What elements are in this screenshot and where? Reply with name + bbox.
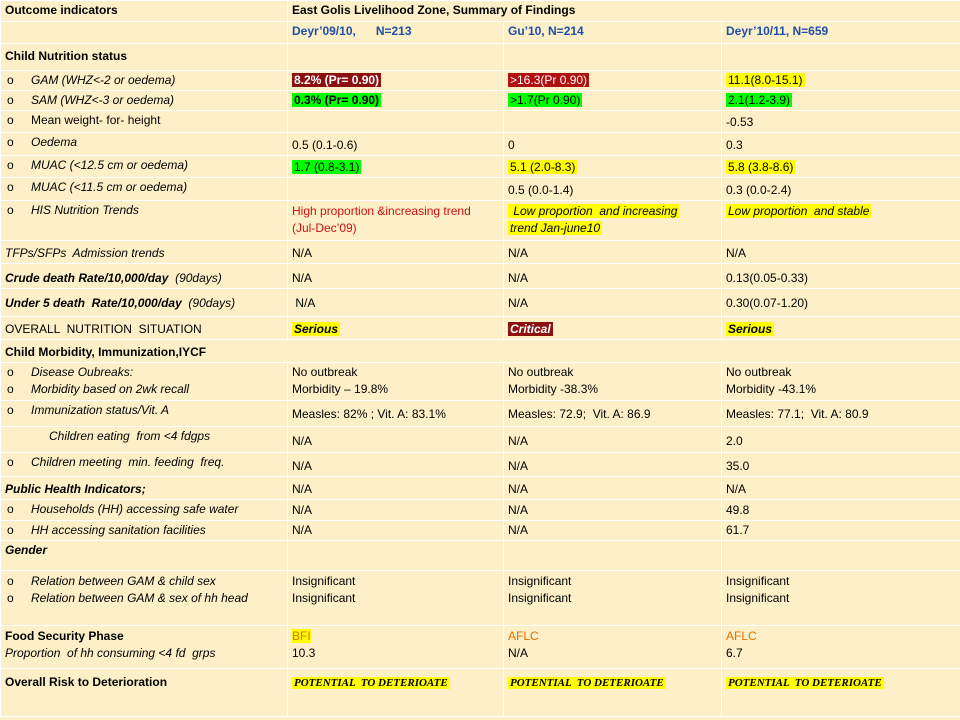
cell-value: AFLC N/A <box>504 626 722 669</box>
table-row-gam-sex <box>1 571 960 626</box>
cell-value <box>288 178 504 201</box>
cell-value: 2.0 <box>722 427 960 453</box>
row-label: o Immunization status/Vit. A <box>1 401 288 427</box>
cell-value: N/A <box>504 264 722 289</box>
row-label: o HH accessing sanitation facilities <box>1 521 288 541</box>
row-label: o Relation between GAM & child sex o Relation between GAM & sex of hh head <box>1 571 288 626</box>
row-label: o Mean weight- for- height <box>1 111 288 133</box>
table-row-oedema <box>1 133 960 156</box>
table-row-sam <box>1 91 960 111</box>
cell-line: trend Jan-june10 <box>510 221 601 235</box>
cell-value: Insignificant Insignificant <box>288 571 504 626</box>
section-row <box>1 44 960 71</box>
cell-value: 0.5 (0.1-0.6) <box>288 133 504 156</box>
table-row-tfp <box>1 241 960 264</box>
cell-value: No outbreak Morbidity – 19.8% <box>288 363 504 401</box>
empty-cell <box>504 541 722 571</box>
cell-value: -0.53 <box>722 111 960 133</box>
cell-value: N/A <box>288 289 504 317</box>
header-deyr0910: Deyr’09/10, N=213 <box>288 22 504 44</box>
cell-value: N/A <box>288 477 504 500</box>
row-label: o Households (HH) accessing safe water <box>1 500 288 521</box>
cell-value: N/A <box>288 500 504 521</box>
empty-cell <box>722 44 960 71</box>
table-row-immunization <box>1 401 960 427</box>
table-row-muac-125 <box>1 156 960 178</box>
cell-value <box>504 201 722 241</box>
row-label: Overall Risk to Deterioration <box>1 669 288 717</box>
table-row-min-feeding <box>1 453 960 477</box>
cell-value: Serious <box>722 317 960 340</box>
row-label: o MUAC (<11.5 cm or oedema) <box>1 178 288 201</box>
header-row <box>1 1 960 22</box>
row-label: Food Security Phase Proportion of hh consuming <4 fd grps <box>1 626 288 669</box>
row-label: OVERALL NUTRITION SITUATION <box>1 317 288 340</box>
header-gu10: Gu’10, N=214 <box>504 22 722 44</box>
cell-value: 0.5 (0.0-1.4) <box>504 178 722 201</box>
table-row-overall-nutrition <box>1 317 960 340</box>
section-row <box>1 340 960 363</box>
cell-value: >1.7(Pr 0.90) <box>504 91 722 111</box>
cell-value: 49.8 <box>722 500 960 521</box>
cell-value: POTENTIAL TO DETERIOATE <box>288 669 504 717</box>
cell-value: N/A <box>722 477 960 500</box>
cell-value: 8.2% (Pr= 0.90) <box>288 71 504 91</box>
cell-value: Insignificant Insignificant <box>504 571 722 626</box>
cell-value: N/A <box>288 264 504 289</box>
cell-line: High proportion &increasing trend <box>292 204 471 218</box>
table-title: East Golis Livelihood Zone, Summary of Findings <box>288 1 960 22</box>
row-label: o Children meeting min. feeding freq. <box>1 453 288 477</box>
cell-value: 61.7 <box>722 521 960 541</box>
empty-cell <box>288 541 504 571</box>
cell-value: N/A <box>504 289 722 317</box>
row-label: Public Health Indicators; <box>1 477 288 500</box>
header-deyr1011: Deyr’10/11, N=659 <box>722 22 960 44</box>
cell-value: AFLC 6.7 <box>722 626 960 669</box>
cell-value: BFI 10.3 <box>288 626 504 669</box>
table-row-fdgps <box>1 427 960 453</box>
section-gender: Gender <box>1 541 288 571</box>
column-header-row <box>1 22 960 44</box>
table-row-gam <box>1 71 960 91</box>
cell-line: (Jul-Dec’09) <box>292 221 357 235</box>
row-label: Crude death Rate/10,000/day (90days) <box>1 264 288 289</box>
row-label: o SAM (WHZ<-3 or oedema) <box>1 91 288 111</box>
table-row-disease <box>1 363 960 401</box>
empty-cell <box>504 44 722 71</box>
cell-value: 5.8 (3.8-8.6) <box>722 156 960 178</box>
cell-value: 2.1(1.2-3.9) <box>722 91 960 111</box>
section-row <box>1 541 960 571</box>
cell-value: N/A <box>288 241 504 264</box>
cell-value: No outbreak Morbidity -43.1% <box>722 363 960 401</box>
cell-value: N/A <box>504 521 722 541</box>
cell-value: Measles: 82% ; Vit. A: 83.1% <box>288 401 504 427</box>
cell-value: 5.1 (2.0-8.3) <box>504 156 722 178</box>
table-row-u5dr <box>1 289 960 317</box>
empty-cell <box>722 541 960 571</box>
row-label: TFPs/SFPs Admission trends <box>1 241 288 264</box>
cell-value: Low proportion and stable <box>722 201 960 241</box>
section-child-nutrition: Child Nutrition status <box>1 44 288 71</box>
cell-value <box>504 111 722 133</box>
cell-value: Measles: 72.9; Vit. A: 86.9 <box>504 401 722 427</box>
cell-value: 1.7 (0.8-3.1) <box>288 156 504 178</box>
cell-value: 0.3 (0.0-2.4) <box>722 178 960 201</box>
table-row-food-security <box>1 626 960 669</box>
cell-value: Measles: 77.1; Vit. A: 80.9 <box>722 401 960 427</box>
cell-value: POTENTIAL TO DETERIOATE <box>722 669 960 717</box>
outcome-indicators-header: Outcome indicators <box>1 1 288 22</box>
cell-value: N/A <box>504 477 722 500</box>
cell-value: 0.3 <box>722 133 960 156</box>
row-label: o Oedema <box>1 133 288 156</box>
cell-value: Serious <box>288 317 504 340</box>
cell-value <box>288 111 504 133</box>
cell-value: N/A <box>504 241 722 264</box>
row-label: Under 5 death Rate/10,000/day (90days) <box>1 289 288 317</box>
cell-value: No outbreak Morbidity -38.3% <box>504 363 722 401</box>
cell-value: N/A <box>288 521 504 541</box>
empty-cell <box>288 44 504 71</box>
cell-value: 0.13(0.05-0.33) <box>722 264 960 289</box>
cell-value: POTENTIAL TO DETERIOATE <box>504 669 722 717</box>
cell-value: 0.30(0.07-1.20) <box>722 289 960 317</box>
row-label: Children eating from <4 fdgps <box>1 427 288 453</box>
row-label: o HIS Nutrition Trends <box>1 201 288 241</box>
cell-value: >16.3(Pr 0.90) <box>504 71 722 91</box>
cell-value: Critical <box>504 317 722 340</box>
cell-value <box>288 201 504 241</box>
row-label: o Disease Oubreaks: o Morbidity based on 2wk recall <box>1 363 288 401</box>
table-row-sanitation <box>1 521 960 541</box>
cell-value: Insignificant Insignificant <box>722 571 960 626</box>
cell-value: 0 <box>504 133 722 156</box>
cell-value: N/A <box>504 500 722 521</box>
table-row-muac-115 <box>1 178 960 201</box>
cell-value: N/A <box>504 453 722 477</box>
cell-value: N/A <box>288 453 504 477</box>
cell-value: N/A <box>288 427 504 453</box>
table-row-overall-risk <box>1 669 960 717</box>
row-label: o MUAC (<12.5 cm or oedema) <box>1 156 288 178</box>
table-row-mean-weight <box>1 111 960 133</box>
section-morbidity: Child Morbidity, Immunization,IYCF <box>1 340 960 363</box>
row-label: o GAM (WHZ<-2 or oedema) <box>1 71 288 91</box>
table-row-water <box>1 500 960 521</box>
table-row-his <box>1 201 960 241</box>
cell-value: 35.0 <box>722 453 960 477</box>
cell-value: 0.3% (Pr= 0.90) <box>288 91 504 111</box>
cell-value: N/A <box>722 241 960 264</box>
header-empty-cell <box>1 22 288 44</box>
table-row-cdr <box>1 264 960 289</box>
table-row-public-health <box>1 477 960 500</box>
cell-value: 11.1(8.0-15.1) <box>722 71 960 91</box>
cell-value: N/A <box>504 427 722 453</box>
cell-line: Low proportion and increasing <box>510 204 678 218</box>
